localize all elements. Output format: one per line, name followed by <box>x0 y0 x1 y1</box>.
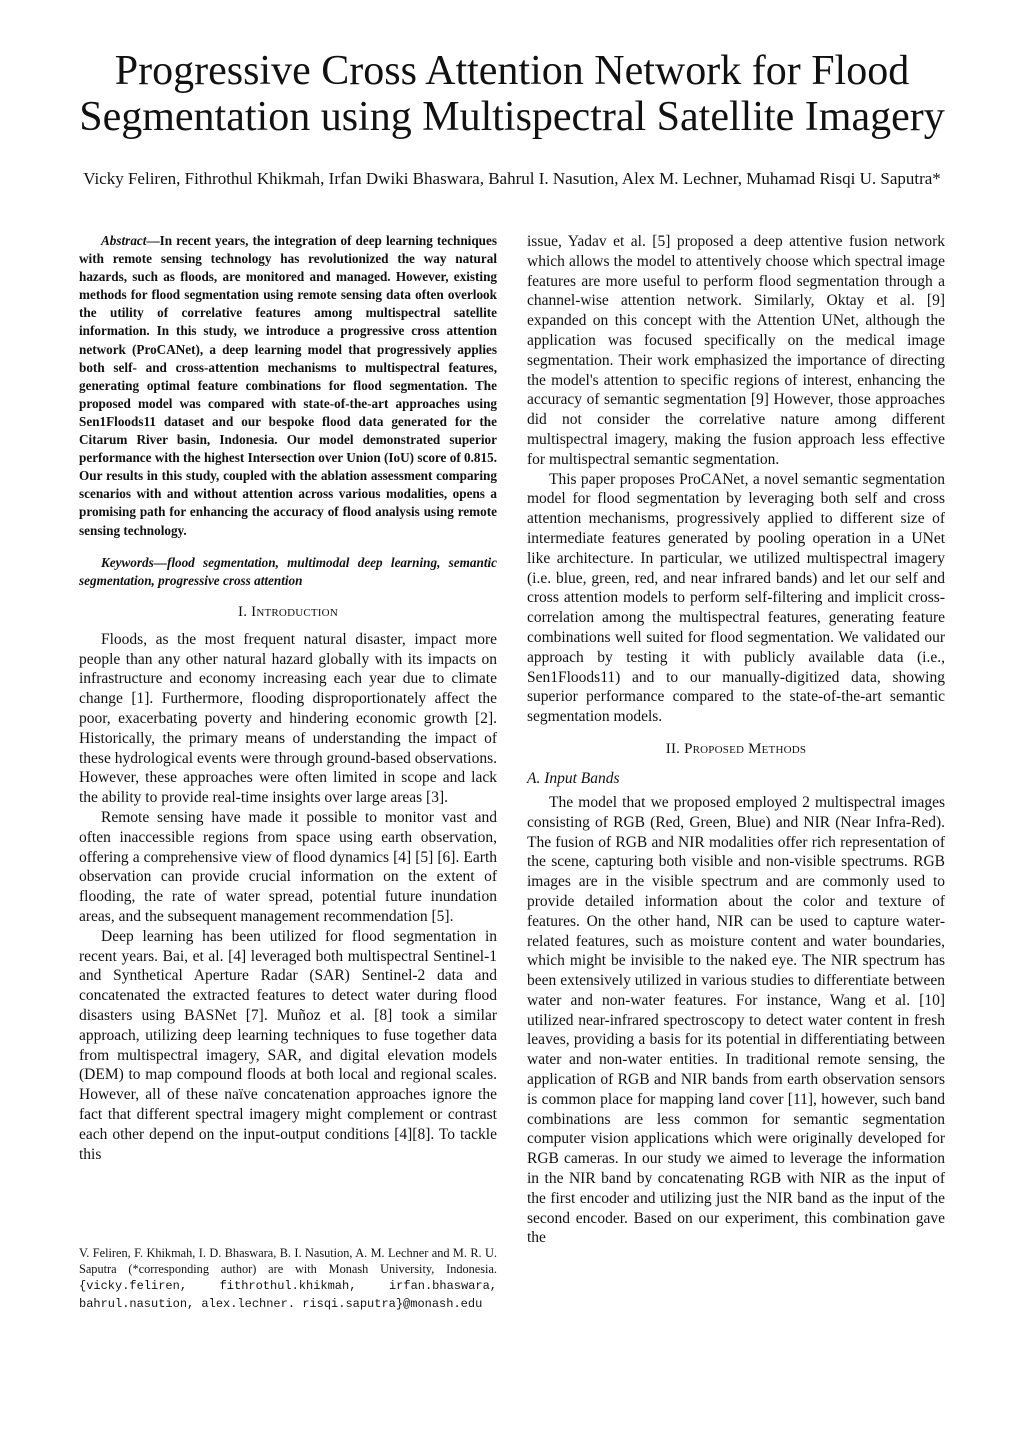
right-column <box>527 232 945 1248</box>
footnote-text: V. Feliren, F. Khikmah, I. D. Bhaswara, B. I. Nasution, A. M. Lechner and M. R. U. Saputra (*corresponding author) are with Monash University, Indonesia. <box>79 1246 497 1277</box>
abstract <box>79 232 497 540</box>
abstract-label: Abstract <box>101 233 147 248</box>
subsection-heading-input-bands: A. Input Bands <box>527 769 620 787</box>
author-affiliation-footnote <box>79 1245 497 1312</box>
intro-paragraph-2: Remote sensing have made it possible to monitor vast and often inaccessible regions from space using earth observation, offering a comprehensive view of flood dynamics [4] [5] [6]. Earth observation can provide crucial information on the extent of flooding, the rate of water spread, potential future inundation areas, and the subsequent management recommendation [5]. <box>79 808 497 925</box>
footnote-emails: {vicky.feliren, fithrothul.khikmah, irfan.bhaswara, bahrul.nasution, alex.lechner. risqi.saputra}@monash.edu <box>79 1279 497 1311</box>
left-column <box>79 232 497 1164</box>
intro-paragraph-1: Floods, as the most frequent natural disaster, impact more people than any other natural hazard globally with its impacts on infrastructure and economy increasing each year due to climate change [1]. Furthermore, flooding disproportionately affect the poor, exacerbating poverty and hindering economic growth [2]. Historically, the primary means of understanding the impact of these hydrological events were through ground-based observations. However, these approaches were often limited in scope and lack the ability to provide real-time insights over large areas [3]. <box>79 630 497 807</box>
methods-paragraph-1: The model that we proposed employed 2 multispectral images consisting of RGB (Red, Green, Blue) and NIR (Near Infra-Red). The fusion of RGB and NIR modalities offer rich representation of the scene, capturing both visible and non-visible spectrums. RGB images are in the visible spectrum and are commonly used to provide detailed information about the color and texture of features. On the other hand, NIR can be used to capture water-related features, such as moisture content and water boundaries, which might be invisible to the naked eye. The NIR spectrum has been extensively utilized in various studies to differentiate between water and non-water features. For instance, Wang et al. [10] utilized near-infrared spectroscopy to detect water content in fresh leaves, providing a basis for its potential in differentiating between water and non-water entities. In traditional remote sensing, the application of RGB and NIR bands from earth observation sensors is common place for mapping land cover [11], however, such band combinations are less common for semantic segmentation computer vision applications which were originally developed for RGB cameras. In our study we aimed to leverage the information in the NIR band by concatenating RGB with NIR as the input of the first encoder and utilizing just the NIR band as the input of the second encoder. Based on our experiment, this combination gave the <box>527 793 945 1247</box>
section-heading-introduction: I. Introduction <box>238 603 338 620</box>
intro-paragraph-5: This paper proposes ProCANet, a novel semantic segmentation model for flood segmentation by leveraging both self and cross attention mechanisms, progressively applied to different size of intermediate features generated by pooling operation in a UNet like architecture. In particular, we utilized multispectral imagery (i.e. blue, green, red, and near infrared bands) and let our self and cross attention models to perform self-filtering and implicit cross-correlation among the multispectral features, generating feature combinations well suited for flood segmentation. We validated our approach by testing it with publicly available data (i.e., Sen1Floods11) and to our manually-digitized data, showing superior performance compared to the state-of-the-art semantic segmentation models. <box>527 470 945 726</box>
paper-title: Progressive Cross Attention Network for Flood Segmentation using Multispectral Satellite Imagery <box>79 48 945 140</box>
section-heading-proposed-methods: II. Proposed Methods <box>665 740 807 757</box>
author-list: Vicky Feliren, Fithrothul Khikmah, Irfan Dwiki Bhaswara, Bahrul I. Nasution, Alex M. Lechner, Muhamad Risqi U. Saputra* <box>83 169 941 188</box>
keywords: Keywords—flood segmentation, multimodal deep learning, semantic segmentation, progressive cross attention <box>79 554 497 588</box>
abstract-text: —In recent years, the integration of deep learning techniques with remote sensing technology has revolutionized the way natural hazards, such as floods, are monitored and managed. However, existing methods for flood segmentation using remote sensing data often overlook the utility of correlative features among multispectral satellite information. In this study, we introduce a progressive cross attention network (ProCANet), a deep learning model that progressively applies both self- and cross-attention mechanisms to multispectral features, generating optimal feature combinations for flood segmentation. The proposed model was compared with state-of-the-art approaches using Sen1Floods11 dataset and our bespoke flood data generated for the Citarum River basin, Indonesia. Our model demonstrated superior performance with the highest Intersection over Union (IoU) score of 0.815. Our results in this study, coupled with the ablation assessment comparing scenarios with and without attention across various modalities, opens a promising path for enhancing the accuracy of flood analysis using remote sensing technology. <box>79 233 497 538</box>
intro-paragraph-3: Deep learning has been utilized for flood segmentation in recent years. Bai, et al. [4] leveraged both multispectral Sentinel-1 and Synthetical Aperture Radar (SAR) Sentinel-2 data and concatenated the extracted features to detect water during flood disasters using BASNet [7]. Muñoz et al. [8] took a similar approach, utilizing deep learning techniques to fuse together data from multispectral imagery, SAR, and digital elevation models (DEM) to map compound floods at both local and regional scales. However, all of these naïve concatenation approaches ignore the fact that different spectral imagery might complement or contrast each other depend on the input-output conditions [4][8]. To tackle this <box>79 927 497 1163</box>
intro-paragraph-4: issue, Yadav et al. [5] proposed a deep attentive fusion network which allows the model to attentively choose which spectral image features are more useful to perform flood segmentation through a channel-wise attention network. Similarly, Oktay et al. [9] expanded on this concept with the Attention UNet, although the application was focused specifically on the medical image segmentation. Their work emphasized the importance of directing the model's attention to specific regions of interest, enhancing the accuracy of semantic segmentation [9] However, those approaches did not consider the correlative nature among different multispectral imagery, making the fusion approach less effective for multispectral semantic segmentation. <box>527 233 945 468</box>
